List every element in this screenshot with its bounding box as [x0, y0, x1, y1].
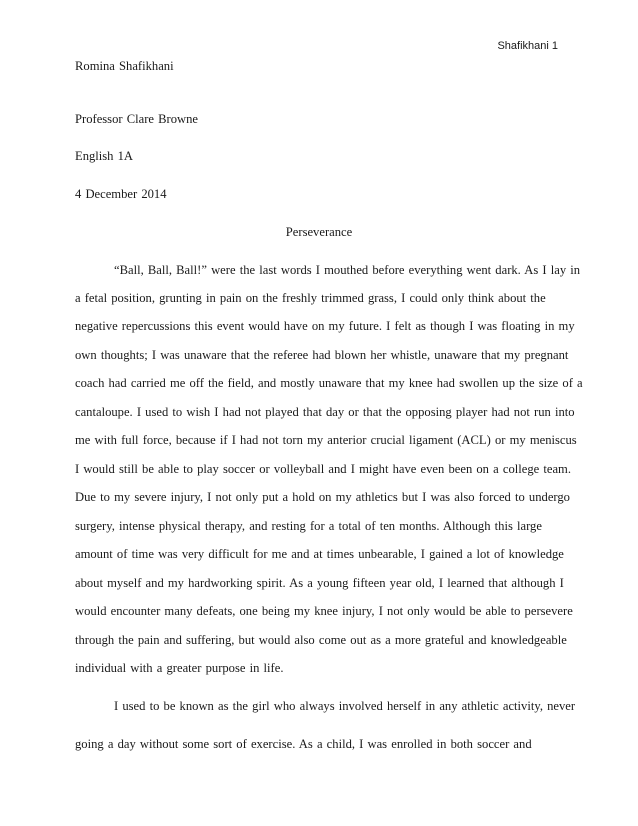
paragraph-line: would encounter many defeats, one being my knee injury, I not only would be able to persevere: [75, 604, 573, 618]
paragraph-line: “Ball, Ball, Ball!” were the last words I mouthed before everything went dark. As I lay in: [114, 263, 581, 277]
author-name: Romina Shafikhani: [75, 59, 174, 73]
paragraph-line: coach had carried me off the field, and mostly unaware that my knee had swollen up the size of a: [75, 376, 583, 390]
paragraph-line: I would still be able to play soccer or volleyball and I might have even been on a college team.: [75, 462, 572, 476]
paragraph-line: own thoughts; I was unaware that the referee had blown her whistle, unaware that my pregnant: [75, 348, 569, 362]
running-head: Shafikhani 1: [497, 40, 558, 52]
course-name: English 1A: [75, 149, 134, 163]
paragraph-line: going a day without some sort of exercise. As a child, I was enrolled in both soccer and: [75, 737, 532, 751]
paragraph-line: about myself and my hardworking spirit. As a young fifteen year old, I learned that although I: [75, 576, 564, 590]
paragraph-line: a fetal position, grunting in pain on the freshly trimmed grass, I could only think about the: [75, 291, 546, 305]
professor-name: Professor Clare Browne: [75, 112, 199, 126]
paragraph-line: Due to my severe injury, I not only put a hold on my athletics but I was also forced to undergo: [75, 490, 570, 504]
paragraph-line: I used to be known as the girl who always involved herself in any athletic activity, never: [114, 699, 576, 713]
essay-date: 4 December 2014: [75, 187, 167, 201]
paragraph-line: amount of time was very difficult for me and at times unbearable, I gained a lot of knowledge: [75, 547, 564, 561]
essay-title: Perseverance: [285, 225, 353, 239]
paragraph-line: through the pain and suffering, but would also come out as a more grateful and knowledgeable: [75, 633, 567, 647]
paragraph-line: individual with a greater purpose in life.: [75, 661, 284, 675]
paragraph-line: cantaloupe. I used to wish I had not played that day or that the opposing player had not run into: [75, 405, 575, 419]
paragraph-line: me with full force, because if I had not torn my anterior crucial ligament (ACL) or my meniscus: [75, 433, 577, 447]
paragraph-line: negative repercussions this event would have on my future. I felt as though I was floating in my: [75, 319, 575, 333]
paragraph-line: surgery, intense physical therapy, and resting for a total of ten months. Although this large: [75, 519, 542, 533]
